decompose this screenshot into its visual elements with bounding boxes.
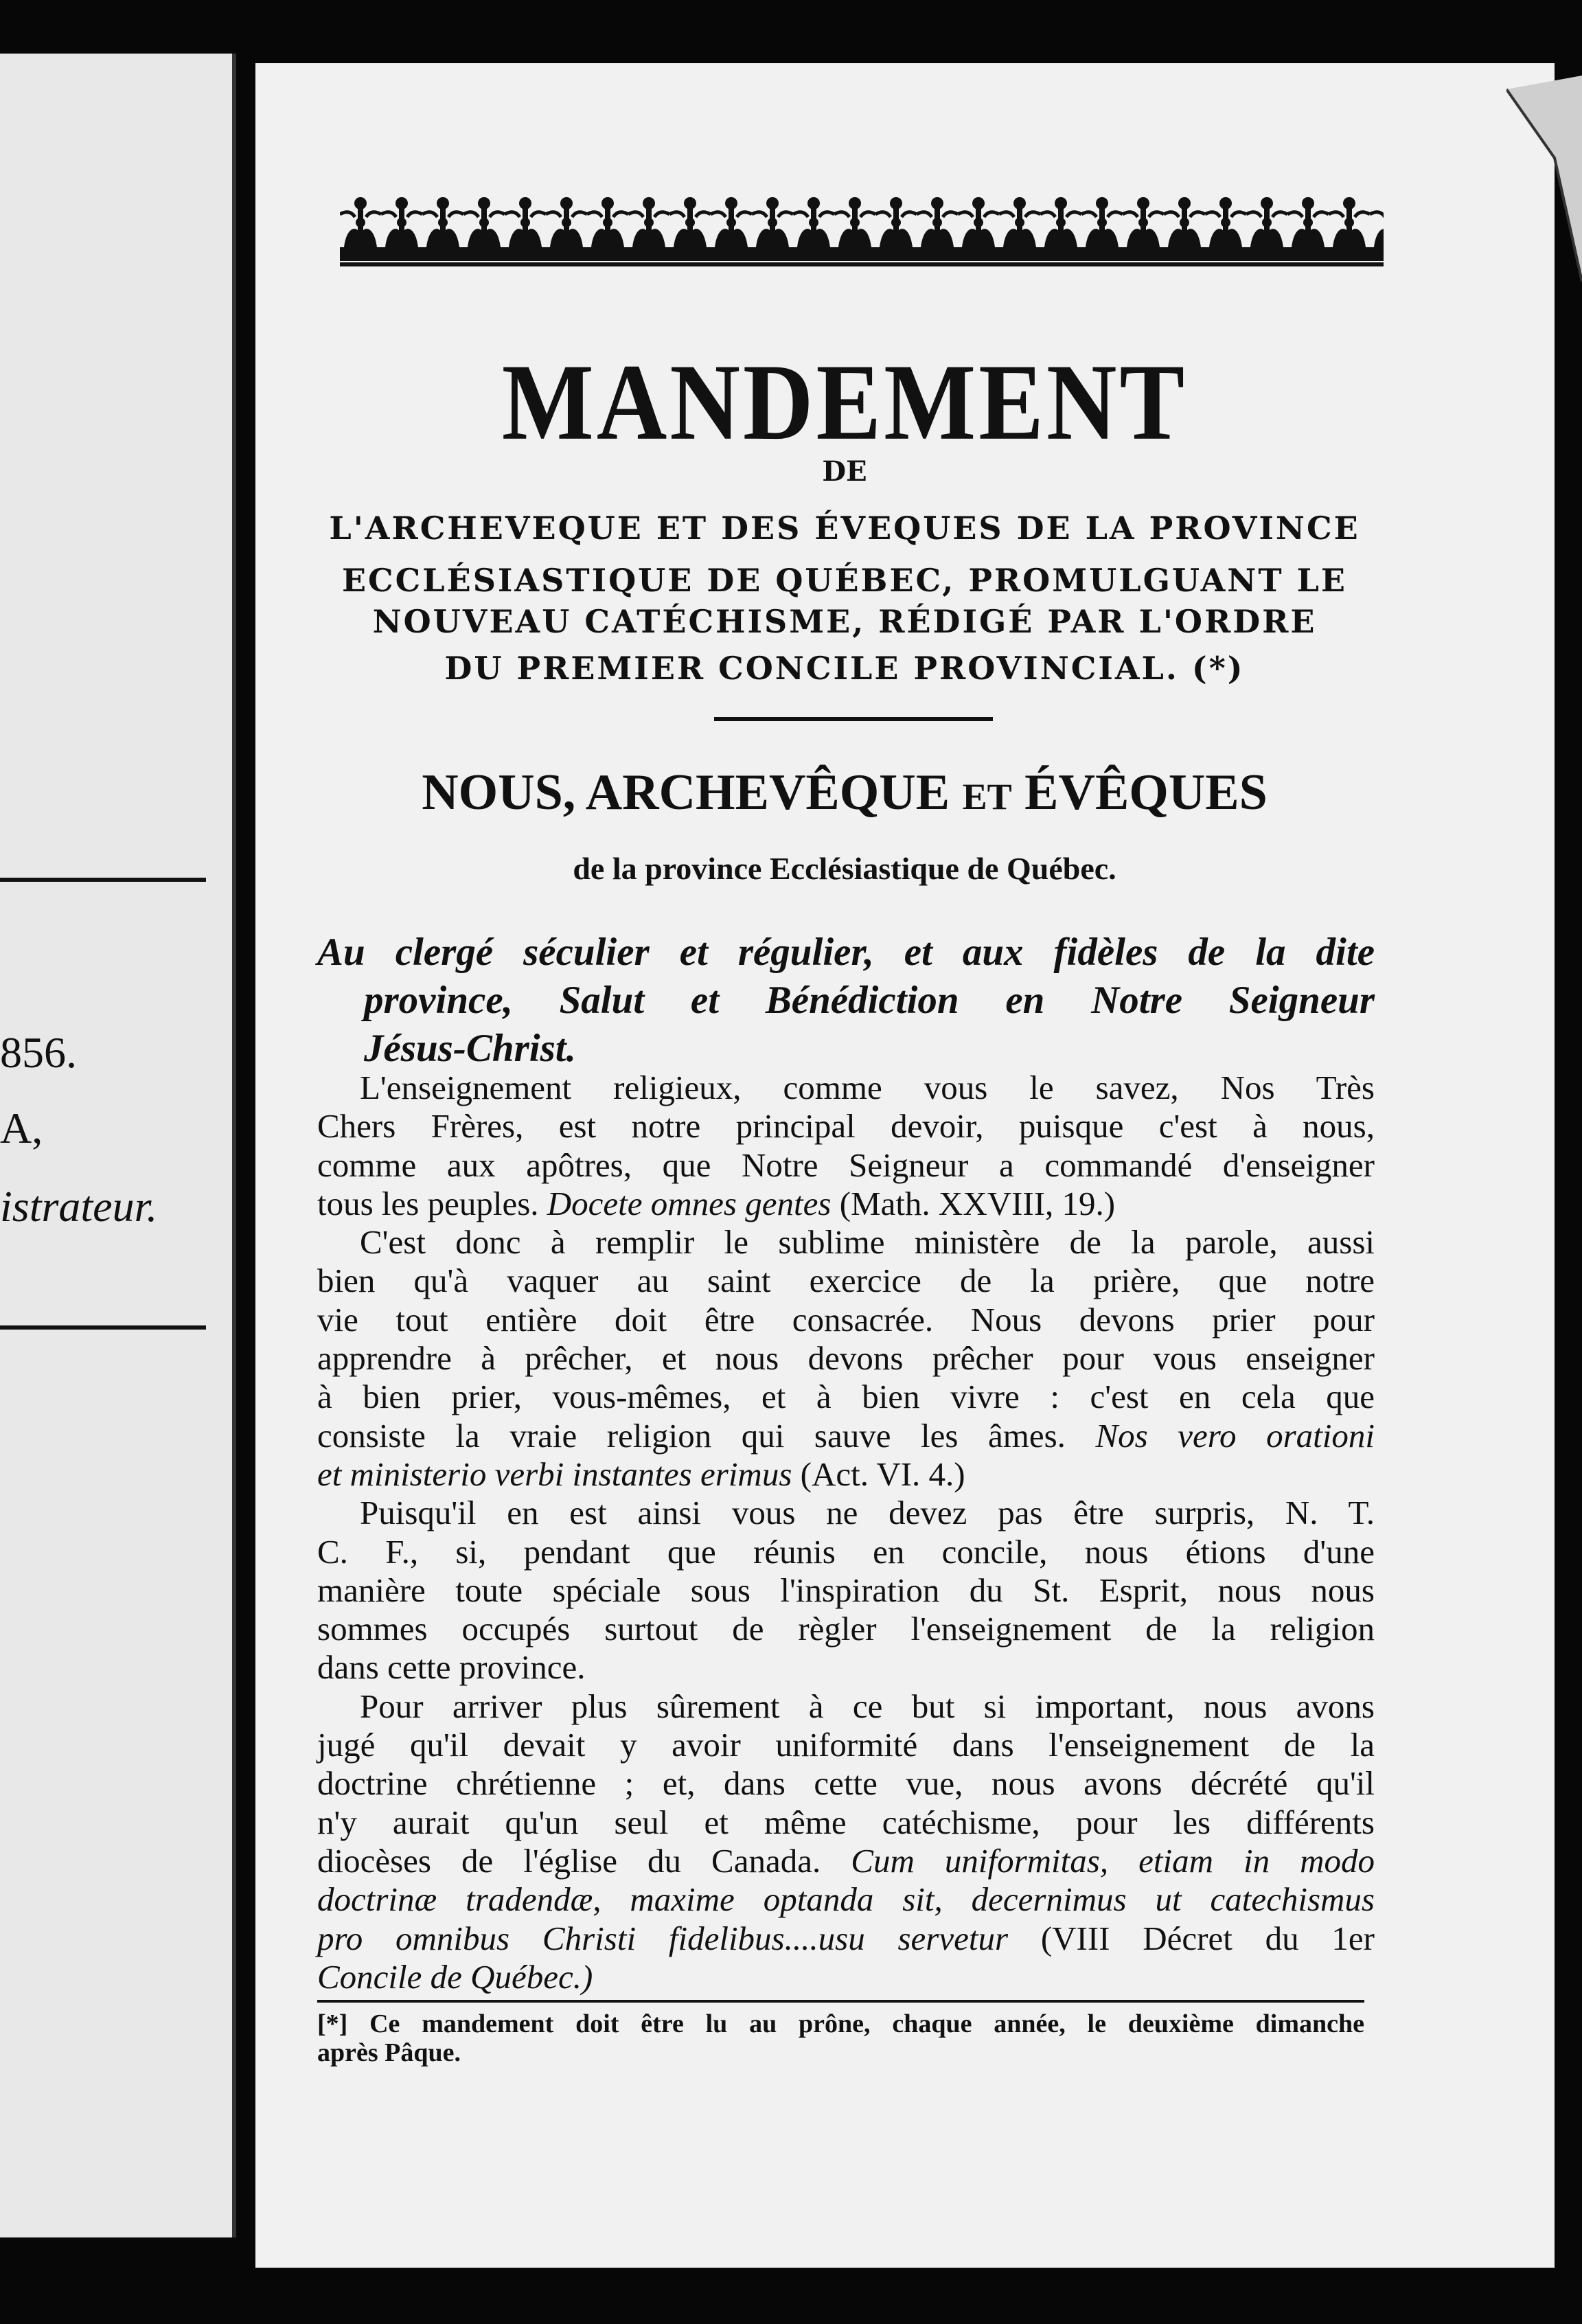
p1-line-2: Chers Frères, est notre principal devoir, puisque c'est à nous, — [317, 1107, 1375, 1146]
p2-line-6-latin: Nos vero orationi — [1095, 1416, 1375, 1455]
p3-line-2: C. F., si, pendant que réunis en concile, nous étions d'une — [317, 1532, 1375, 1571]
p1-line-4-ref: (Math. XXVIII, 19.) — [839, 1184, 1116, 1222]
p4-line-6 — [317, 1880, 1375, 1919]
heading-line-1: L'ARCHEVEQUE ET DES ÉVEQUES DE LA PROVINCE — [329, 510, 1360, 547]
p4-line-7 — [317, 1919, 1375, 1958]
province-line: de la province Ecclésiastique de Québec. — [573, 851, 1116, 886]
p1-line-3: comme aux apôtres, que Notre Seigneur a commandé d'enseigner — [317, 1146, 1375, 1184]
left-fragment-1: 856. — [0, 1028, 77, 1077]
p2-line-6-text: consiste la vraie religion qui sauve les âmes. — [317, 1416, 1066, 1455]
heading-line-2: ECCLÉSIASTIQUE DE QUÉBEC, PROMULGUANT LE — [342, 562, 1347, 599]
salutation-conjunction: ET — [962, 776, 1012, 817]
footnote-line-1: [*] Ce mandement doit être lu au prône, chaque année, le deuxième dimanche — [317, 2009, 1364, 2038]
salutation-part-1: NOUS, ARCHEVÊQUE — [422, 764, 950, 821]
p4-line-5-text: diocèses de l'église du Canada. — [317, 1841, 821, 1880]
p4-line-2: jugé qu'il devait y avoir uniformité dans l'enseignement de la — [317, 1726, 1375, 1764]
p4-line-7-ref: (VIII Décret du 1er — [1040, 1919, 1375, 1957]
p1-line-4 — [317, 1185, 1375, 1223]
section-separator — [714, 717, 993, 721]
p3-line-4: sommes occupés surtout de règler l'enseignement de la religion — [317, 1610, 1375, 1648]
heading-line-4: DU PREMIER CONCILE PROVINCIAL. (*) — [444, 650, 1245, 687]
p4-line-4: n'y aurait qu'un seul et même catéchisme, pour les différents — [317, 1803, 1375, 1841]
p3-line-3: manière toute spéciale sous l'inspiration du St. Esprit, nous nous — [317, 1571, 1375, 1609]
p4-line-7-latin: pro omnibus Christi fidelibus....usu servetur — [317, 1919, 1009, 1957]
left-rule-top — [0, 878, 206, 882]
p2-line-2: bien qu'à vaquer au saint exercice de la prière, que notre — [317, 1262, 1375, 1300]
address-line-2: province, Salut et Bénédiction en Notre Seigneur — [364, 979, 1375, 1022]
left-fragment-3: istrateur. — [0, 1182, 158, 1231]
p4-line-3: doctrine chrétienne ; et, dans cette vue, nous avons décrété qu'il — [317, 1764, 1375, 1803]
p4-line-6-latin: doctrinæ tradendæ, maxime optanda sit, decernimus ut catechismus — [317, 1880, 1375, 1919]
heading-line-3: NOUVEAU CATÉCHISME, RÉDIGÉ PAR L'ORDRE — [372, 603, 1317, 640]
p4-line-1: Pour arriver plus sûrement à ce but si important, nous avons — [360, 1687, 1375, 1725]
p2-line-1: C'est donc à remplir le sublime ministère de la parole, aussi — [360, 1223, 1375, 1262]
p3-line-1: Puisqu'il en est ainsi vous ne devez pas être surpris, N. T. — [360, 1494, 1375, 1532]
p2-line-5: à bien prier, vous-mêmes, et à bien vivre : c'est en cela que — [317, 1378, 1375, 1416]
p1-line-4-latin: Docete omnes gentes — [547, 1184, 832, 1222]
footnote-line-2: après Pâque. — [317, 2038, 461, 2067]
p4-line-8 — [317, 1958, 1375, 1996]
page-title: MANDEMENT — [501, 341, 1188, 463]
title-connector: DE — [822, 455, 867, 488]
p2-line-4: apprendre à prêcher, et nous devons prêcher pour vous enseigner — [317, 1339, 1375, 1378]
p1-line-1: L'enseignement religieux, comme vous le savez, Nos Très — [360, 1069, 1375, 1106]
p3-line-5: dans cette province. — [317, 1648, 586, 1687]
address-line-1: Au clergé séculier et régulier, et aux fidèles de la dite — [317, 931, 1375, 974]
salutation-part-2: ÉVÊQUES — [1024, 764, 1268, 821]
left-rule-bottom — [0, 1325, 206, 1330]
footnote-rule — [317, 2000, 1364, 2003]
p2-line-7-ref: (Act. VI. 4.) — [800, 1455, 965, 1493]
footnote — [317, 2009, 1364, 2067]
p4-line-5 — [317, 1842, 1375, 1880]
salutation-heading — [302, 764, 1387, 822]
body-paragraphs — [317, 1069, 1375, 1996]
p2-line-7-latin: et ministerio verbi instantes erimus — [317, 1455, 792, 1493]
p2-line-6 — [317, 1417, 1375, 1455]
page-fold-corner — [1506, 76, 1582, 282]
p4-line-5-latin: Cum uniformitas, etiam in modo — [851, 1841, 1375, 1880]
p2-line-7 — [317, 1455, 1375, 1494]
facing-page — [0, 54, 236, 2237]
address-line-3: Jésus-Christ. — [364, 1027, 576, 1070]
p1-line-4-text: tous les peuples. — [317, 1184, 539, 1222]
left-fragment-2: A, — [0, 1104, 43, 1152]
p2-line-3: vie tout entière doit être consacrée. Nous devons prier pour — [317, 1300, 1375, 1338]
p4-line-8-latin: Concile de Québec.) — [317, 1957, 593, 1996]
ornamental-border — [340, 194, 1384, 269]
